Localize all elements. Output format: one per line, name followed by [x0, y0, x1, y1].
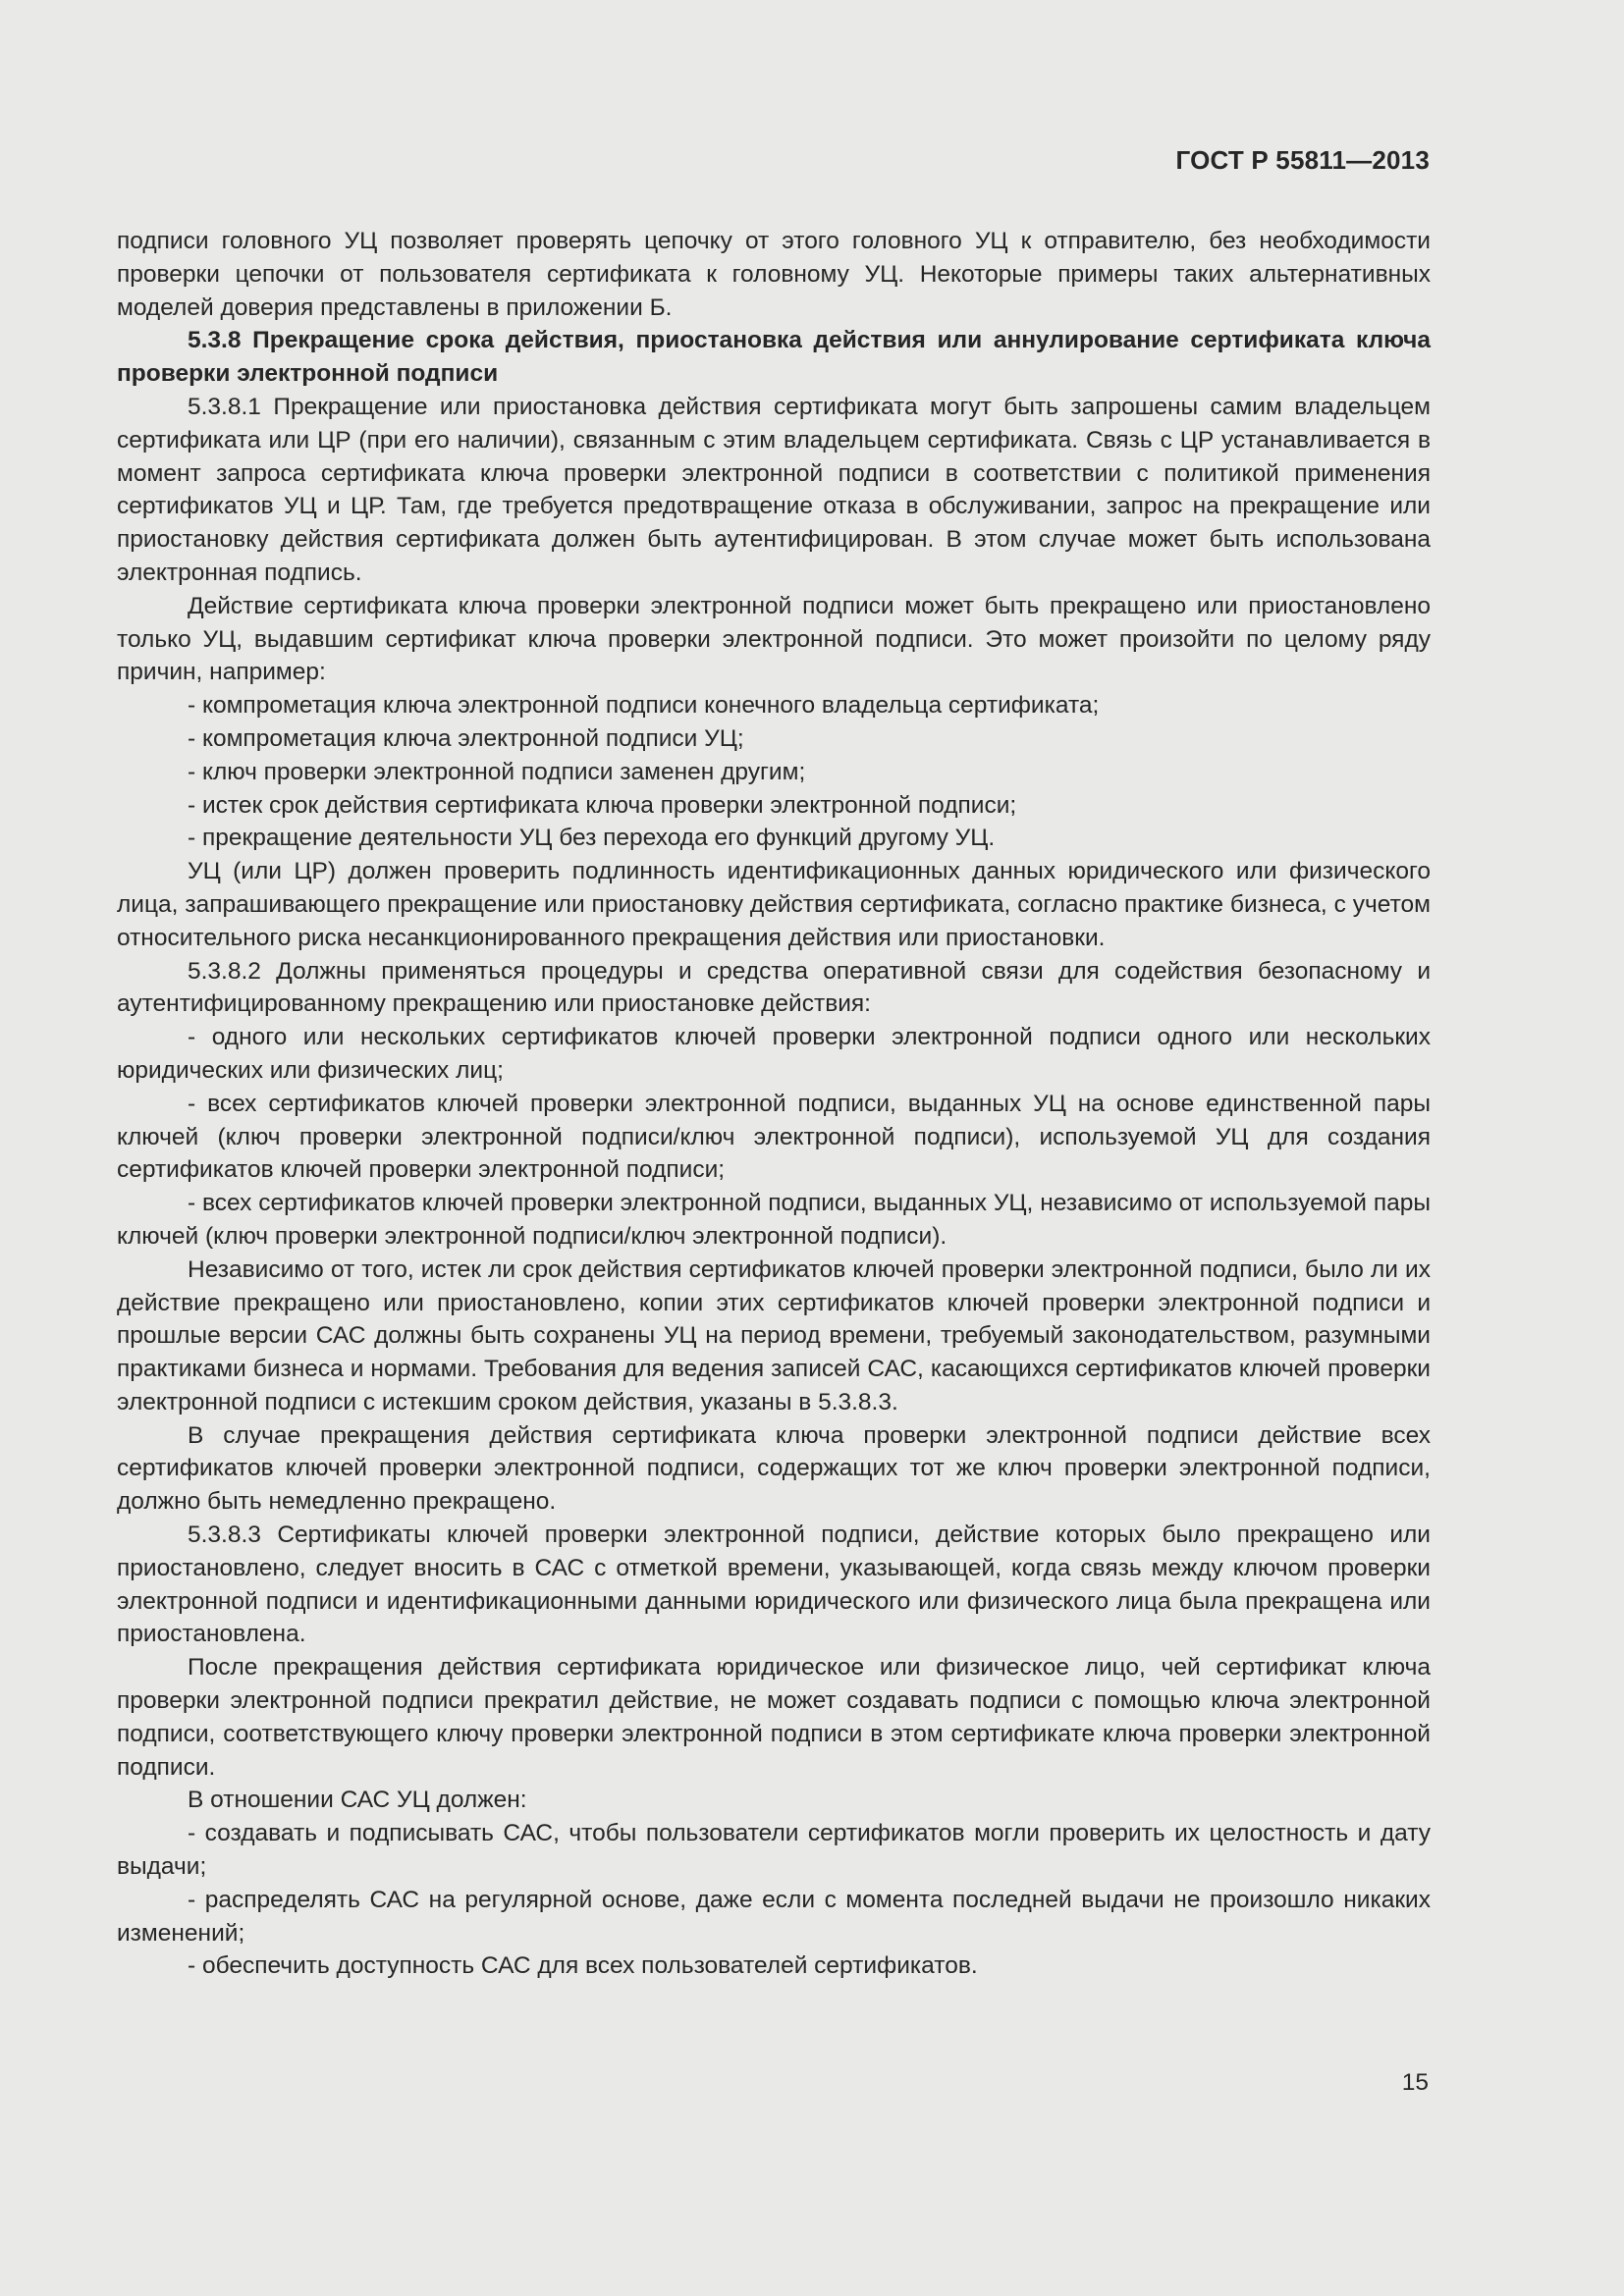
list-item: - создавать и подписывать САС, чтобы пользователи сертификатов могли проверить их целостность и дату выдачи; [117, 1820, 1431, 1881]
paragraph: 5.3.8.1 Прекращение или приостановка действия сертификата могут быть запрошены самим владельцем сертификата или ЦР (при его наличии), связанным с этим владельцем сертификата. Связь с ЦР устанавливается в момент запроса сертификата ключа проверки электронной подписи в соответствии с политикой применения сертификатов УЦ и ЦР. Там, где требуется предотвращение отказа в обслуживании, запрос на прекращение или приостановку действия сертификата должен быть аутентифицирован. В этом случае может быть использована электронная подпись. [117, 393, 1431, 586]
list-item: - одного или нескольких сертификатов ключей проверки электронной подписи одного или нескольких юридических или физических лиц; [117, 1024, 1431, 1084]
list-item: - всех сертификатов ключей проверки электронной подписи, выданных УЦ, независимо от используемой пары ключей (ключ проверки электронной подписи/ключ электронной подписи). [117, 1190, 1431, 1250]
paragraph: УЦ (или ЦР) должен проверить подлинность идентификационных данных юридического или физического лица, запрашивающего прекращение или приостановку действия сертификата, согласно практике бизнеса, с учетом относительного риска несанкционированного прекращения действия или приостановки. [117, 858, 1431, 951]
list-item: - ключ проверки электронной подписи заменен другим; [188, 758, 806, 785]
list-item: - компрометация ключа электронной подписи УЦ; [188, 724, 744, 752]
paragraph: 5.3.8.2 Должны применяться процедуры и средства оперативной связи для содействия безопасному и аутентифицированному прекращению или приостановке действия: [117, 957, 1431, 1018]
paragraph: Независимо от того, истек ли срок действия сертификатов ключей проверки электронной подписи, было ли их действие прекращено или приостановлено, копии этих сертификатов ключей проверки электронной подписи и прошлые версии САС должны быть сохранены УЦ на период времени, требуемый законодательством, разумными практиками бизнеса и нормами. Требования для ведения записей САС, касающихся сертификатов ключей проверки электронной подписи с истекшим сроком действия, указаны в 5.3.8.3. [117, 1255, 1431, 1415]
list-item: - истек срок действия сертификата ключа проверки электронной подписи; [188, 791, 1017, 819]
list-item: - всех сертификатов ключей проверки электронной подписи, выданных УЦ на основе единственной пары ключей (ключ проверки электронной подписи/ключ электронной подписи), используемой УЦ для создания сертификатов ключей проверки электронной подписи; [117, 1090, 1431, 1184]
paragraph: подписи головного УЦ позволяет проверять цепочку от этого головного УЦ к отправителю, без необходимости проверки цепочки от пользователя сертификата к головному УЦ. Некоторые примеры таких альтернативных моделей доверия представлены в приложении Б. [117, 228, 1431, 321]
list-item: - обеспечить доступность САС для всех пользователей сертификатов. [188, 1952, 978, 1980]
paragraph: В случае прекращения действия сертификата ключа проверки электронной подписи действие всех сертификатов ключей проверки электронной подписи, содержащих тот же ключ проверки электронной подписи, должно быть немедленно прекращено. [117, 1421, 1431, 1516]
document-body [117, 225, 1431, 1983]
list-item: - прекращение деятельности УЦ без перехода его функций другому УЦ. [188, 825, 996, 852]
paragraph: После прекращения действия сертификата юридическое или физическое лицо, чей сертификат ключа проверки электронной подписи прекратил действие, не может создавать подписи с помощью ключа электронной подписи, соответствующего ключу проверки электронной подписи в этом сертификате ключа проверки электронной подписи. [117, 1654, 1431, 1781]
list-item: - компрометация ключа электронной подписи конечного владельца сертификата; [188, 692, 1100, 720]
section-heading: 5.3.8 Прекращение срока действия, приостановка действия или аннулирование сертификата ключа проверки электронной подписи [117, 327, 1431, 388]
paragraph: В отношении САС УЦ должен: [188, 1787, 527, 1814]
paragraph: 5.3.8.3 Сертификаты ключей проверки электронной подписи, действие которых было прекращено или приостановлено, следует вносить в САС с отметкой времени, указывающей, когда связь между ключом проверки электронной подписи и идентификационными данными юридического или физического лица была прекращена или приостановлена. [117, 1522, 1431, 1648]
list-item: - распределять САС на регулярной основе, даже если с момента последней выдачи не произошло никаких изменений; [117, 1886, 1431, 1947]
page-number: 15 [1401, 2069, 1429, 2096]
paragraph: Действие сертификата ключа проверки электронной подписи может быть прекращено или приостановлено только УЦ, выдавшим сертификат ключа проверки электронной подписи. Это может произойти по целому ряду причин, например: [117, 592, 1431, 686]
standard-code-header: ГОСТ Р 55811—2013 [1175, 145, 1430, 175]
